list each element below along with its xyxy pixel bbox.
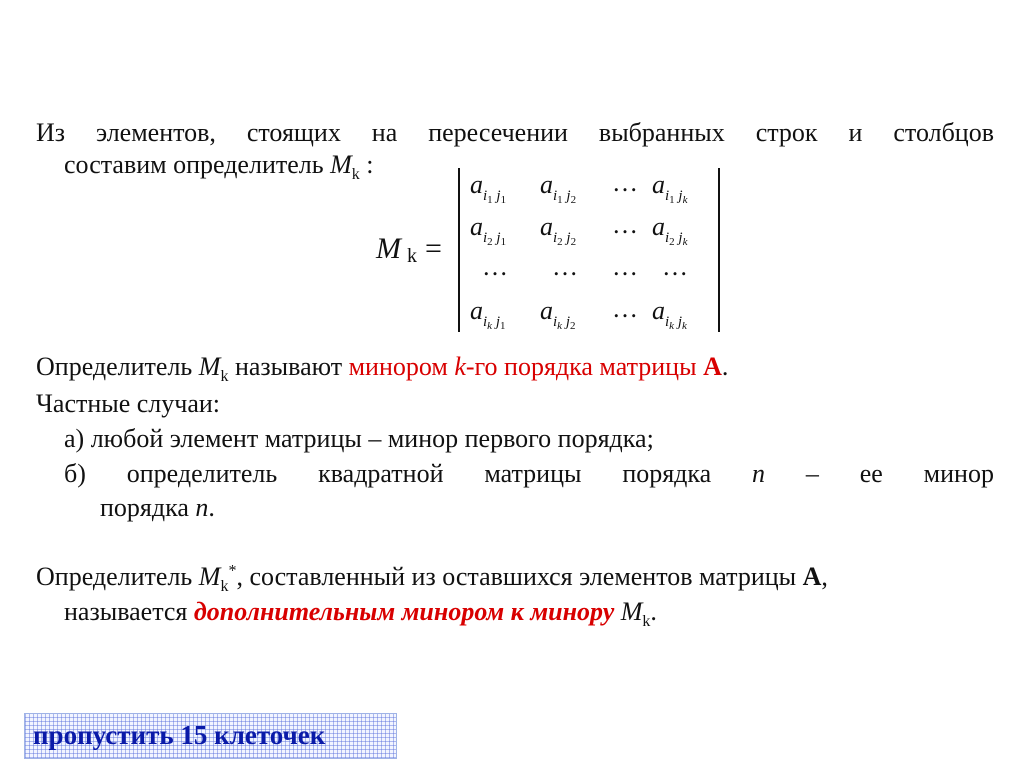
matrix-dots-3-2: … xyxy=(552,252,578,281)
matrix-cell-1-k: $a_{i1}$ $_{jk}$ xyxy=(652,170,688,206)
minor-definition-highlight: минором k-го порядка матрицы А xyxy=(348,352,722,381)
matrix-cell-1-2: $a_{i1}$ $_{j2}$ xyxy=(540,170,577,206)
paragraph-1-line-1 xyxy=(36,118,994,148)
matrix-dots-2: … xyxy=(612,210,638,239)
matrix-cell-2-k: $a_{i2}$ $_{jk}$ xyxy=(652,212,688,248)
matrix-cell-k-k: $a_{ik}$ $_{jk}$ xyxy=(652,296,687,332)
paragraph-1-line-2-text: составим определитель xyxy=(64,150,331,179)
matrix-dots-4: … xyxy=(612,294,638,323)
matrix-cell-k-1: $a_{ik}$ $_{j1}$ xyxy=(470,296,506,332)
complementary-minor-highlight: дополнительным минором к минору xyxy=(193,597,621,626)
paragraph-1-line-2 xyxy=(64,150,374,184)
minor-symbol: M xyxy=(198,562,221,591)
matrix-dots-1: … xyxy=(612,168,638,197)
skip-cells-box xyxy=(24,713,397,759)
special-case-b-line-2: порядка n. xyxy=(100,493,215,522)
paragraph-2: Определитель $M_k$ называют минором k-го порядка матрицы А. xyxy=(36,352,729,386)
special-case-a: а) любой элемент матрицы – минор первого порядка; xyxy=(64,424,654,453)
minor-symbol: M xyxy=(198,352,221,381)
paragraph-3-line-1: Определитель $M_k^*$, составленный из оставшихся элементов матрицы А, xyxy=(36,562,828,596)
determinant-right-bar xyxy=(718,168,720,332)
determinant-lhs xyxy=(376,232,442,268)
minor-symbol: M xyxy=(330,150,352,179)
matrix-cell-1-1: $a_{i1}$ $_{j1}$ xyxy=(470,170,507,206)
matrix-dots-3-1: … xyxy=(482,252,508,281)
paragraph-1-text: Из элементов, стоящих на пересечении выбранных строк и столбцов xyxy=(36,118,994,147)
minor-subscript: k xyxy=(351,166,360,184)
determinant-lhs-symbol: M xyxy=(376,232,401,265)
determinant-left-bar xyxy=(458,168,460,332)
determinant-formula xyxy=(372,162,732,342)
matrix-cell-k-2: $a_{ik}$ $_{j2}$ xyxy=(540,296,576,332)
special-case-b-line-1: б) определитель квадратной матрицы порядка n – ее минор xyxy=(64,459,994,488)
determinant-lhs-subscript: k xyxy=(407,245,417,267)
paragraph-3-line-2: называется дополнительным минором к минору $M_k$. xyxy=(64,597,657,631)
special-cases-heading: Частные случаи: xyxy=(36,389,221,418)
skip-cells-label: пропустить 15 клеточек xyxy=(33,720,326,750)
matrix-cell-2-1: $a_{i2}$ $_{j1}$ xyxy=(470,212,507,248)
matrix-dots-3-3: … xyxy=(612,252,638,281)
equals-sign: = xyxy=(425,232,442,265)
colon: : xyxy=(359,150,374,179)
matrix-dots-3-4: … xyxy=(662,252,688,281)
matrix-cell-2-2: $a_{i2}$ $_{j2}$ xyxy=(540,212,577,248)
